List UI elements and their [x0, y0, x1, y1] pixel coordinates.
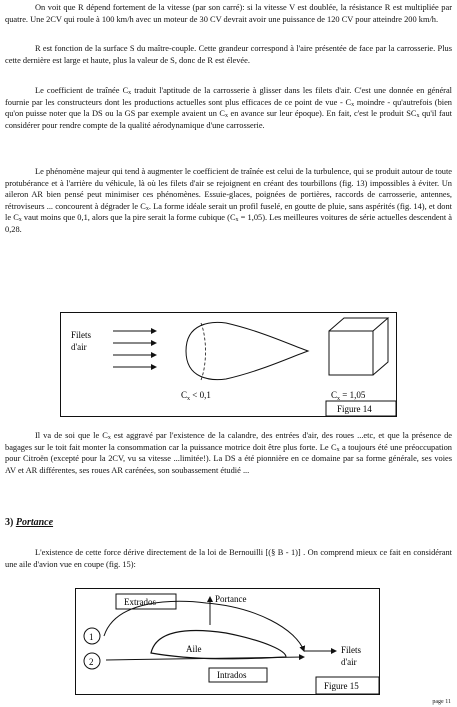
- paragraph-3: Le coefficient de traînée $C_x$ traduit l'aptitude de la carrosserie à glisser dans les filets d'air. C'est une donnée en général fournie par les constructeurs dont les productions actuelles sont plus efficaces de ce point de vue - $C_x$ moindre - qu'autrefois (bien qu'on puisse noter que la DS ou la GS par exemple avaient un $C_x$ en avance sur leur époque). En fait, c'est le produit $SC_x$ qu'il faut considérer pour rendre compte de la qualité aérodynamique d'une carrosserie.: [5, 86, 453, 130]
- fig15-intrados: Intrados: [217, 670, 247, 680]
- page-number: page 11: [432, 699, 451, 705]
- fig14-cx-teardrop: $C_x < 0,1$: [181, 390, 211, 402]
- paragraph-6: L'existence de cette force dérive directement de la loi de Bernouilli [(§ B - 1)] . On comprend mieux ce fait en considérant une aile d'avion vue en coupe (fig. 15):: [5, 548, 452, 569]
- fig14-label-line1: Filets: [71, 330, 92, 340]
- svg-text:1: 1: [89, 632, 94, 642]
- figure-15-drawing: [76, 589, 379, 694]
- figure-14: [60, 312, 397, 417]
- fig14-cx-cube: $C_x = 1,05$: [331, 390, 366, 402]
- section-heading: 3) Portance: [5, 517, 54, 528]
- paragraph-4: Le phénomène majeur qui tend à augmenter le coefficient de traînée est celui de la turbulence, qui se produit autour de toute protubérance et à l'arrière du véhicule, là où les filets d'air se rejoignent en créant des tourbillons (fig. 13) impossibles à éviter. Un aileron AR bien pensé peut minimiser ces phénomènes. Essuie-glaces, poignées de portières, raccords de carrosserie, antennes, rétroviseurs ... concourent à dégrader le $C_x$. La forme idéale serait un profil fuselé, en goutte de pluie, sans aspérités (fig. 14), et dont le $C_x$ vaut moins que 0,1, alors que la pire serait la forme cubique $(C_x = 1,05)$. Les meilleures voitures de série actuelles descendent à 0,28.: [5, 167, 453, 234]
- figure-14-drawing: [61, 313, 396, 416]
- paragraph-2: R est fonction de la surface S du maître-couple. Cette grandeur correspond à l'aire présentée de face par la carrosserie. Plus cette dernière est large et haute, plus la valeur de S, donc de R est élevée.: [5, 44, 452, 65]
- airflow-arrows: [113, 331, 156, 367]
- paragraph-5: Il va de soi que le $C_x$ est aggravé par l'existence de la calandre, des entrées d'air, des roues ...etc, et que la présence de bagages sur le toit fait monter la consommation car la puissance motrice doit être plus forte. Le $C_x$ a toujours été une préoccupation pour Citroën (excepté pour la 2CV, vu sa vitesse ...limitée!). La DS a été pionnière en ce domaine par sa forme générale, ses voies AV et AR différentes, ses roues AR carénées, son soubassement étudié ...: [5, 431, 452, 475]
- fig14-label-line2: d'air: [71, 342, 87, 352]
- fig15-aile: Aile: [186, 644, 202, 654]
- paragraph-1: On voit que R dépend fortement de la vitesse (par son carré): si la vitesse V est doublée, la résistance R est multipliée par quatre. Une 2CV qui roule à 100 km/h avec un moteur de 30 CV devrait avoir une puissance de 120 CV pour atteindre 200 km/h.: [5, 3, 452, 24]
- fig15-caption: Figure 15: [324, 681, 359, 691]
- fig15-label-line2: d'air: [341, 657, 357, 667]
- figure-15: [75, 588, 380, 695]
- fig14-caption: Figure 14: [337, 404, 372, 414]
- fig15-portance: Portance: [215, 594, 247, 604]
- fig15-label-line1: Filets: [341, 645, 362, 655]
- airfoil-shape: [151, 630, 286, 658]
- teardrop-shape: [186, 322, 308, 379]
- svg-text:2: 2: [89, 657, 94, 667]
- cube-shape: [329, 318, 388, 375]
- fig15-extrados: Extrados: [124, 597, 156, 607]
